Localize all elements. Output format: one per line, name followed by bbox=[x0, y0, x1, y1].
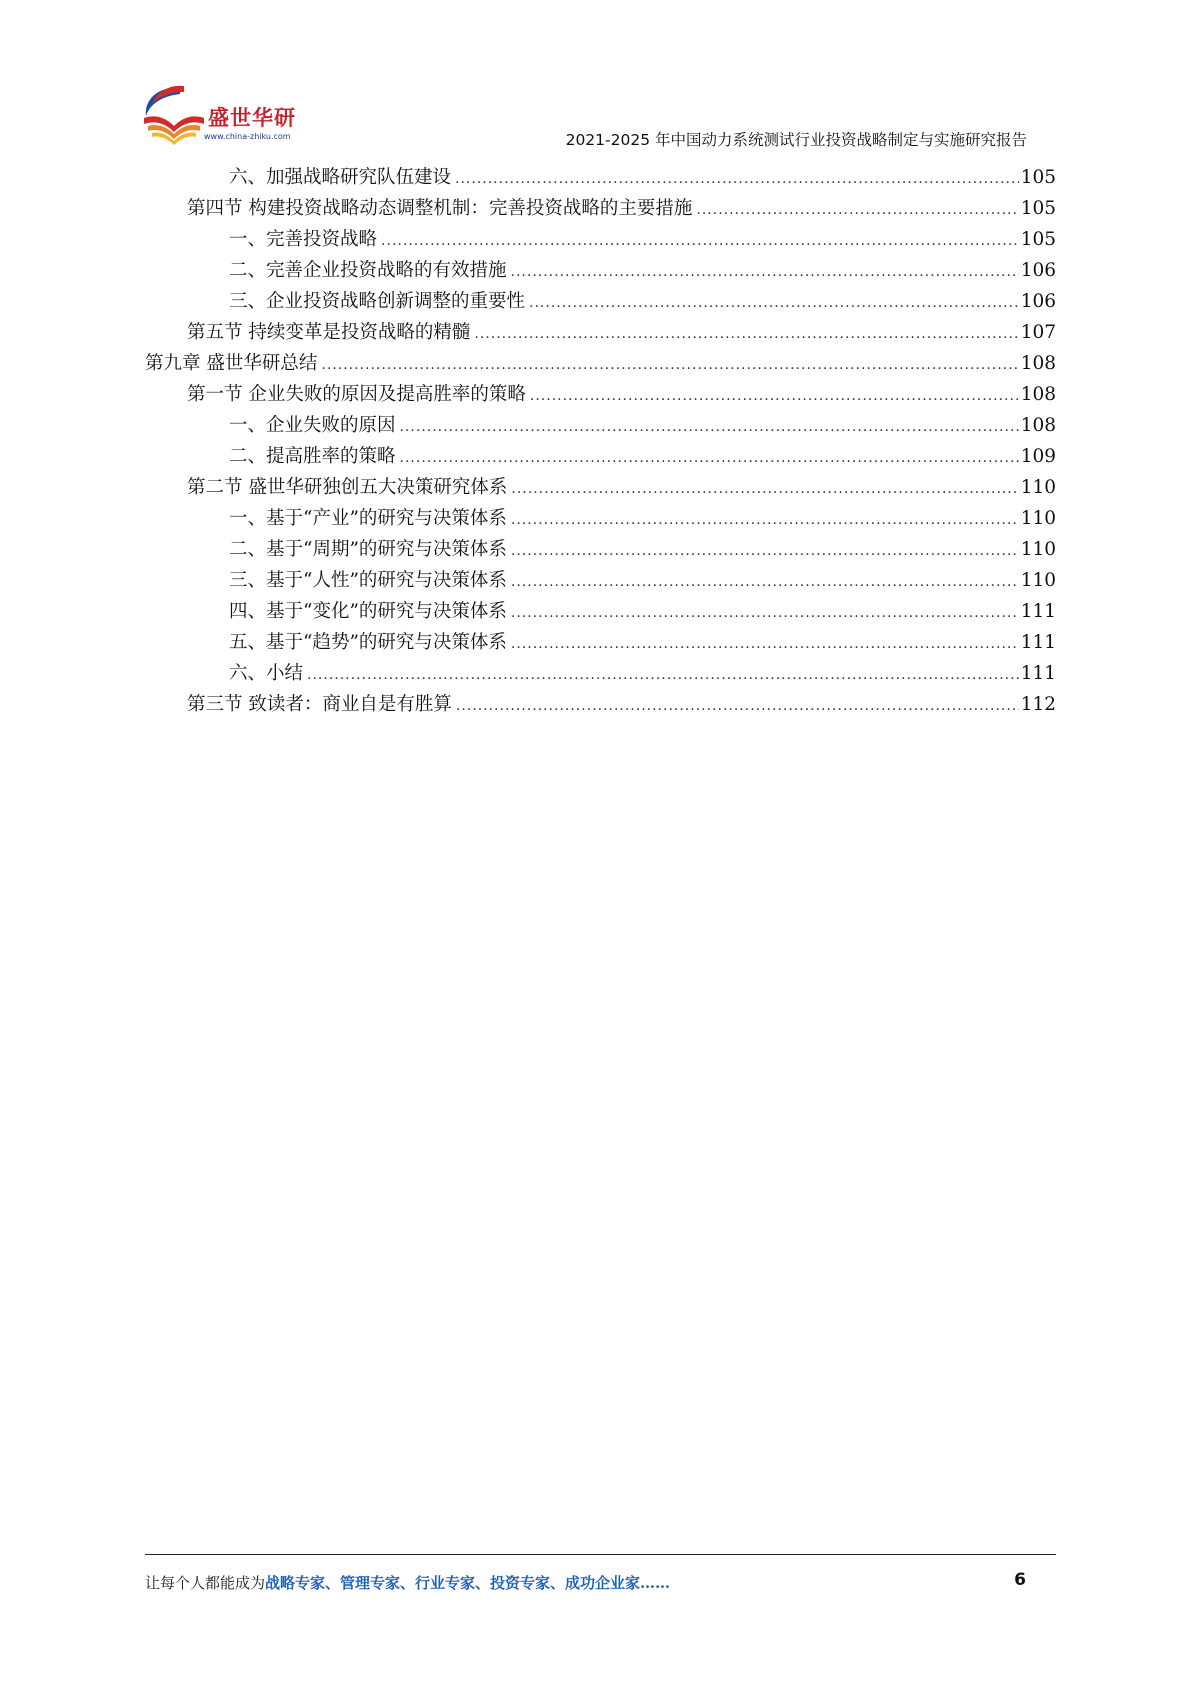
toc-leader-dots bbox=[511, 257, 1019, 288]
toc-leader-dots bbox=[511, 536, 1019, 567]
toc-entry-text: 第四节 构建投资战略动态调整机制：完善投资战略的主要措施 bbox=[187, 198, 693, 219]
toc-entry-text: 二、提高胜率的策略 bbox=[229, 446, 396, 467]
toc-leader-dots bbox=[456, 691, 1019, 722]
toc-page-number: 110 bbox=[1020, 539, 1056, 560]
slogan-prefix: 让每个人都能成为 bbox=[145, 1574, 266, 1592]
toc-page-number: 111 bbox=[1020, 663, 1056, 684]
toc-leader-dots bbox=[511, 629, 1019, 660]
toc-leader-dots bbox=[307, 660, 1019, 691]
toc-entry-text: 三、企业投资战略创新调整的重要性 bbox=[229, 291, 526, 312]
toc-leader-dots bbox=[381, 226, 1019, 257]
logo-name: 盛世华研 bbox=[208, 106, 296, 130]
logo-url: www.china-zhiku.com bbox=[204, 132, 291, 141]
page-number: 6 bbox=[1014, 1570, 1026, 1590]
slogan-highlight: 战略专家、管理专家、行业专家、投资专家、成功企业家…… bbox=[265, 1574, 671, 1592]
toc-entry[interactable] bbox=[187, 379, 1056, 410]
toc-leader-dots bbox=[474, 319, 1018, 350]
toc-entry[interactable] bbox=[187, 317, 1056, 348]
toc-entry[interactable] bbox=[229, 286, 1056, 317]
toc-entry[interactable] bbox=[229, 162, 1056, 193]
toc-entry-text: 一、完善投资战略 bbox=[229, 229, 378, 250]
toc-leader-dots bbox=[530, 381, 1019, 412]
toc-entry-text: 二、基于“周期”的研究与决策体系 bbox=[229, 539, 507, 560]
toc-page-number: 108 bbox=[1020, 384, 1056, 405]
toc-entry[interactable] bbox=[229, 503, 1056, 534]
toc-entry[interactable] bbox=[229, 627, 1056, 658]
toc-leader-dots bbox=[455, 164, 1019, 195]
toc-leader-dots bbox=[511, 505, 1019, 536]
toc-entry-text: 一、企业失败的原因 bbox=[229, 415, 396, 436]
toc-entry-text: 第二节 盛世华研独创五大决策研究体系 bbox=[187, 477, 508, 498]
toc-page-number: 106 bbox=[1020, 260, 1056, 281]
toc-leader-dots bbox=[321, 350, 1018, 381]
toc-entry[interactable] bbox=[229, 596, 1056, 627]
toc-page-number: 105 bbox=[1020, 198, 1056, 219]
toc-entry-text: 四、基于“变化”的研究与决策体系 bbox=[229, 601, 507, 622]
toc-page-number: 108 bbox=[1020, 353, 1056, 374]
toc-entry[interactable] bbox=[145, 348, 1056, 379]
toc-page-number: 112 bbox=[1020, 694, 1056, 715]
toc-entry[interactable] bbox=[187, 472, 1056, 503]
toc-entry-text: 一、基于“产业”的研究与决策体系 bbox=[229, 508, 507, 529]
toc-entry-text: 第三节 致读者：商业自是有胜算 bbox=[187, 694, 452, 715]
toc-page-number: 110 bbox=[1020, 508, 1056, 529]
toc-entry-text: 六、加强战略研究队伍建设 bbox=[229, 167, 452, 188]
toc-entry[interactable] bbox=[229, 224, 1056, 255]
toc-leader-dots bbox=[529, 288, 1019, 319]
toc-entry-text: 第一节 企业失败的原因及提高胜率的策略 bbox=[187, 384, 526, 405]
report-title: 2021-2025 年中国动力系统测试行业投资战略制定与实施研究报告 bbox=[565, 131, 1027, 149]
toc-leader-dots bbox=[511, 474, 1018, 505]
toc-entry[interactable] bbox=[187, 689, 1056, 720]
toc-entry[interactable] bbox=[229, 441, 1056, 472]
toc-entry[interactable] bbox=[229, 534, 1056, 565]
toc-page-number: 111 bbox=[1020, 601, 1056, 622]
toc-entry[interactable] bbox=[229, 658, 1056, 689]
toc-page-number: 110 bbox=[1020, 477, 1056, 498]
toc-page-number: 108 bbox=[1020, 415, 1056, 436]
toc-leader-dots bbox=[511, 598, 1019, 629]
book-logo-icon bbox=[140, 84, 210, 146]
toc-page-number: 105 bbox=[1020, 229, 1056, 250]
toc-entry[interactable] bbox=[229, 410, 1056, 441]
toc-entry-text: 三、基于“人性”的研究与决策体系 bbox=[229, 570, 507, 591]
footer-divider bbox=[145, 1554, 1056, 1555]
toc-entry-text: 六、小结 bbox=[229, 663, 304, 684]
toc-page-number: 107 bbox=[1020, 322, 1056, 343]
toc-page-number: 105 bbox=[1020, 167, 1056, 188]
footer-slogan bbox=[145, 1572, 670, 1593]
toc-page-number: 106 bbox=[1020, 291, 1056, 312]
toc-entry-text: 第五节 持续变革是投资战略的精髓 bbox=[187, 322, 471, 343]
toc-entry-text: 五、基于“趋势”的研究与决策体系 bbox=[229, 632, 507, 653]
toc-page-number: 109 bbox=[1020, 446, 1056, 467]
toc-entry[interactable] bbox=[229, 565, 1056, 596]
toc-leader-dots bbox=[400, 443, 1019, 474]
toc-entry[interactable] bbox=[187, 193, 1056, 224]
toc-leader-dots bbox=[511, 567, 1019, 598]
toc-page-number: 111 bbox=[1020, 632, 1056, 653]
toc-entry-text: 二、完善企业投资战略的有效措施 bbox=[229, 260, 507, 281]
toc-page-number: 110 bbox=[1020, 570, 1056, 591]
toc-entry-text: 第九章 盛世华研总结 bbox=[145, 353, 318, 374]
company-logo bbox=[140, 84, 310, 146]
toc-leader-dots bbox=[696, 195, 1018, 226]
toc-entry[interactable] bbox=[229, 255, 1056, 286]
toc-leader-dots bbox=[400, 412, 1019, 443]
